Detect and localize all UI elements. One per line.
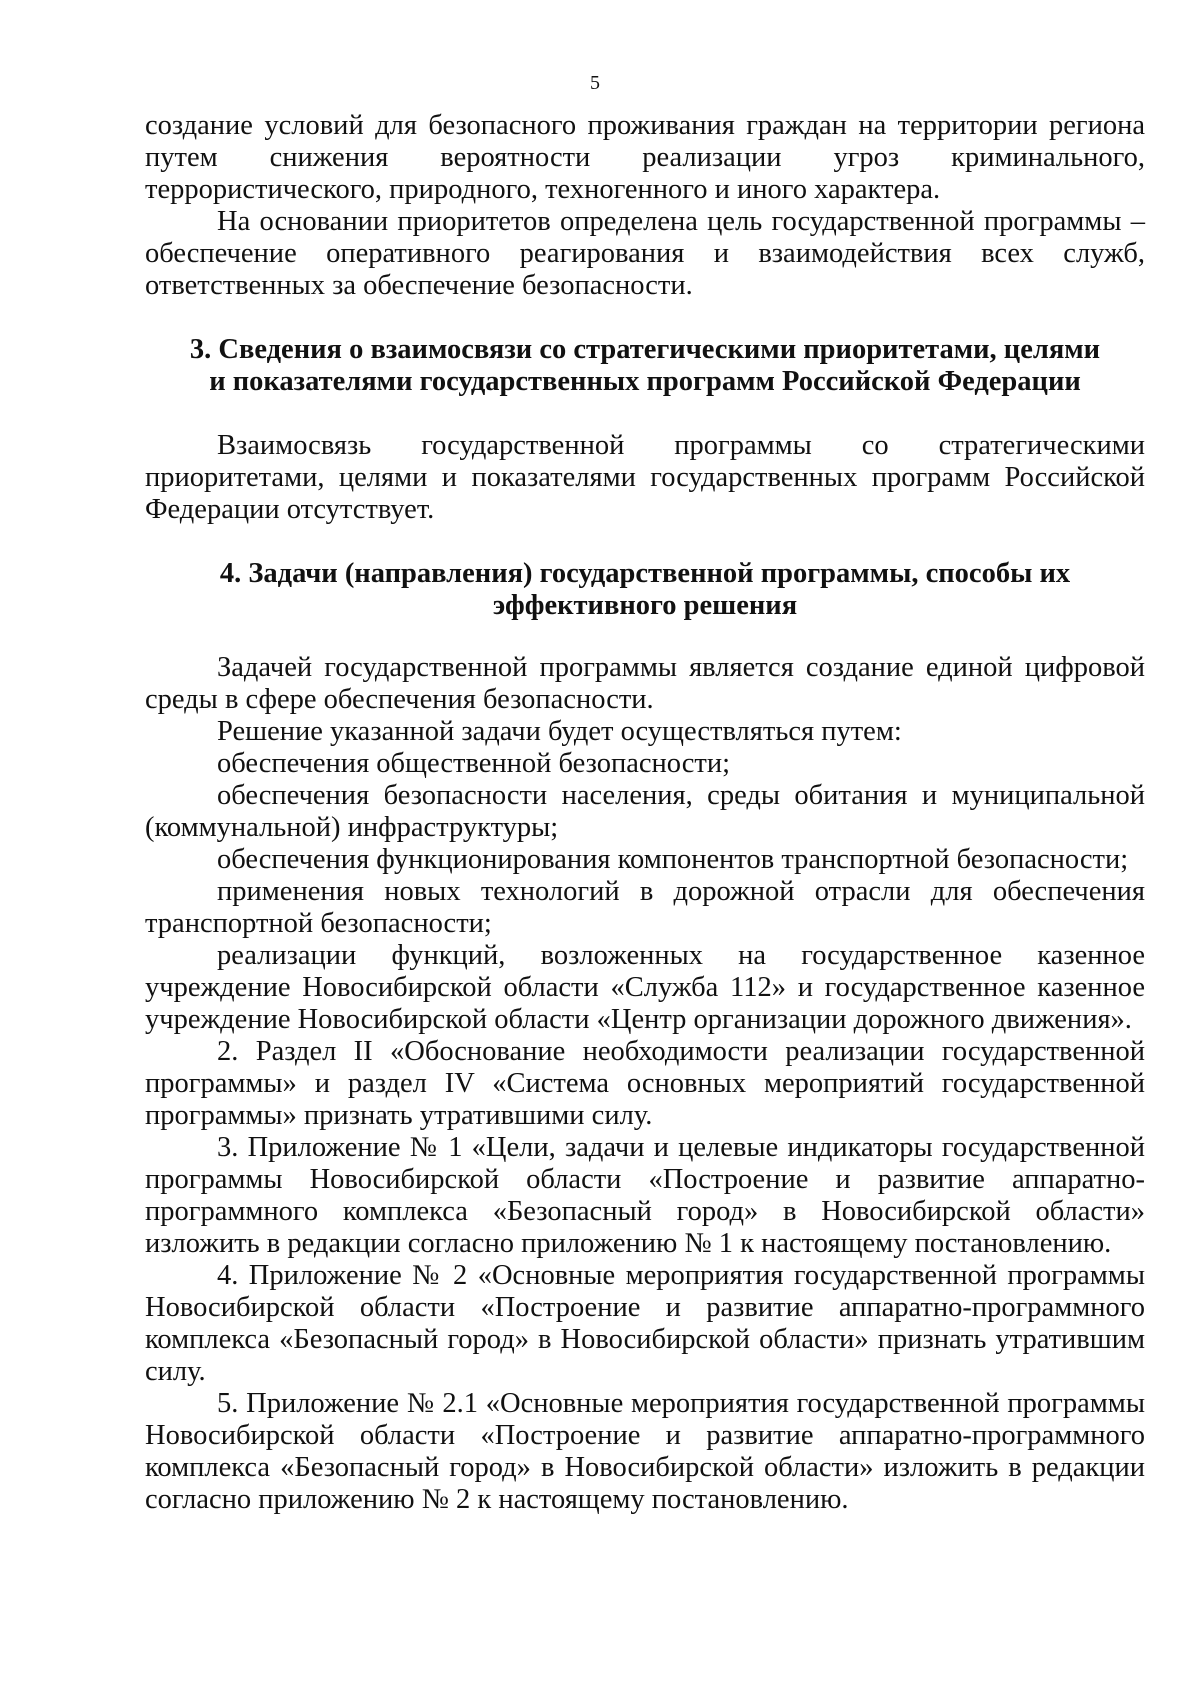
paragraph-task-solution: Решение указанной задачи будет осуществляться путем: bbox=[217, 716, 902, 747]
paragraph-task: Задачей государственной программы является создание единой цифровой среды в сфере обеспечения безопасности. bbox=[145, 652, 1145, 715]
paragraph-item-3: 3. Приложение № 1 «Цели, задачи и целевые индикаторы государственной программы Новосибирской области «Построение и развитие аппаратно-программного комплекса «Безопасный город» в Новосибирской области» изложить в редакции согласно приложению № 1 к настоящему постановлению. bbox=[145, 1132, 1145, 1259]
spacer bbox=[145, 622, 1145, 652]
spacer bbox=[145, 302, 1145, 334]
paragraph-item-4: 4. Приложение № 2 «Основные мероприятия государственной программы Новосибирской области «Построение и развитие аппаратно-программного комплекса «Безопасный город» в Новосибирской области» признать утратившим силу. bbox=[145, 1260, 1145, 1387]
spacer bbox=[145, 526, 1145, 558]
page-number: 5 bbox=[590, 72, 600, 94]
section-3-heading-line-2: и показателями государственных программ Российской Федерации bbox=[209, 366, 1081, 397]
section-4-heading-line-2: эффективного решения bbox=[492, 590, 798, 621]
section-4-heading-line-1: 4. Задачи (направления) государственной программы, способы их bbox=[219, 558, 1071, 589]
list-item-institution-functions: реализации функций, возложенных на государственное казенное учреждение Новосибирской области «Служба 112» и государственное казенное учреждение Новосибирской области «Центр организации дорожного движения». bbox=[145, 940, 1145, 1035]
paragraph-continuation: создание условий для безопасного проживания граждан на территории региона путем снижения вероятности реализации угроз криминального, террористического, природного, техногенного и иного характера. bbox=[145, 110, 1145, 205]
spacer bbox=[145, 398, 1145, 430]
paragraph-section-3-text: Взаимосвязь государственной программы со стратегическими приоритетами, целями и показателями государственных программ Российской Федерации отсутствует. bbox=[145, 430, 1145, 525]
section-3-heading-line-1: 3. Сведения о взаимосвязи со стратегическими приоритетами, целями bbox=[189, 334, 1101, 365]
list-item-population-safety: обеспечения безопасности населения, среды обитания и муниципальной (коммунальной) инфраструктуры; bbox=[145, 780, 1145, 843]
paragraph-program-goal: На основании приоритетов определена цель государственной программы – обеспечение оперативного реагирования и взаимодействия всех служб, ответственных за обеспечение безопасности. bbox=[145, 206, 1145, 301]
list-item-public-safety: обеспечения общественной безопасности; bbox=[217, 748, 731, 779]
paragraph-item-2: 2. Раздел II «Обоснование необходимости реализации государственной программы» и раздел IV «Система основных мероприятий государственной программы» признать утратившими силу. bbox=[145, 1036, 1145, 1131]
document-body bbox=[145, 110, 1145, 1516]
list-item-road-technologies: применения новых технологий в дорожной отрасли для обеспечения транспортной безопасности; bbox=[145, 876, 1145, 939]
paragraph-item-5: 5. Приложение № 2.1 «Основные мероприятия государственной программы Новосибирской области «Построение и развитие аппаратно-программного комплекса «Безопасный город» в Новосибирской области» изложить в редакции согласно приложению № 2 к настоящему постановлению. bbox=[145, 1388, 1145, 1515]
list-item-transport-security: обеспечения функционирования компонентов транспортной безопасности; bbox=[217, 844, 1129, 875]
